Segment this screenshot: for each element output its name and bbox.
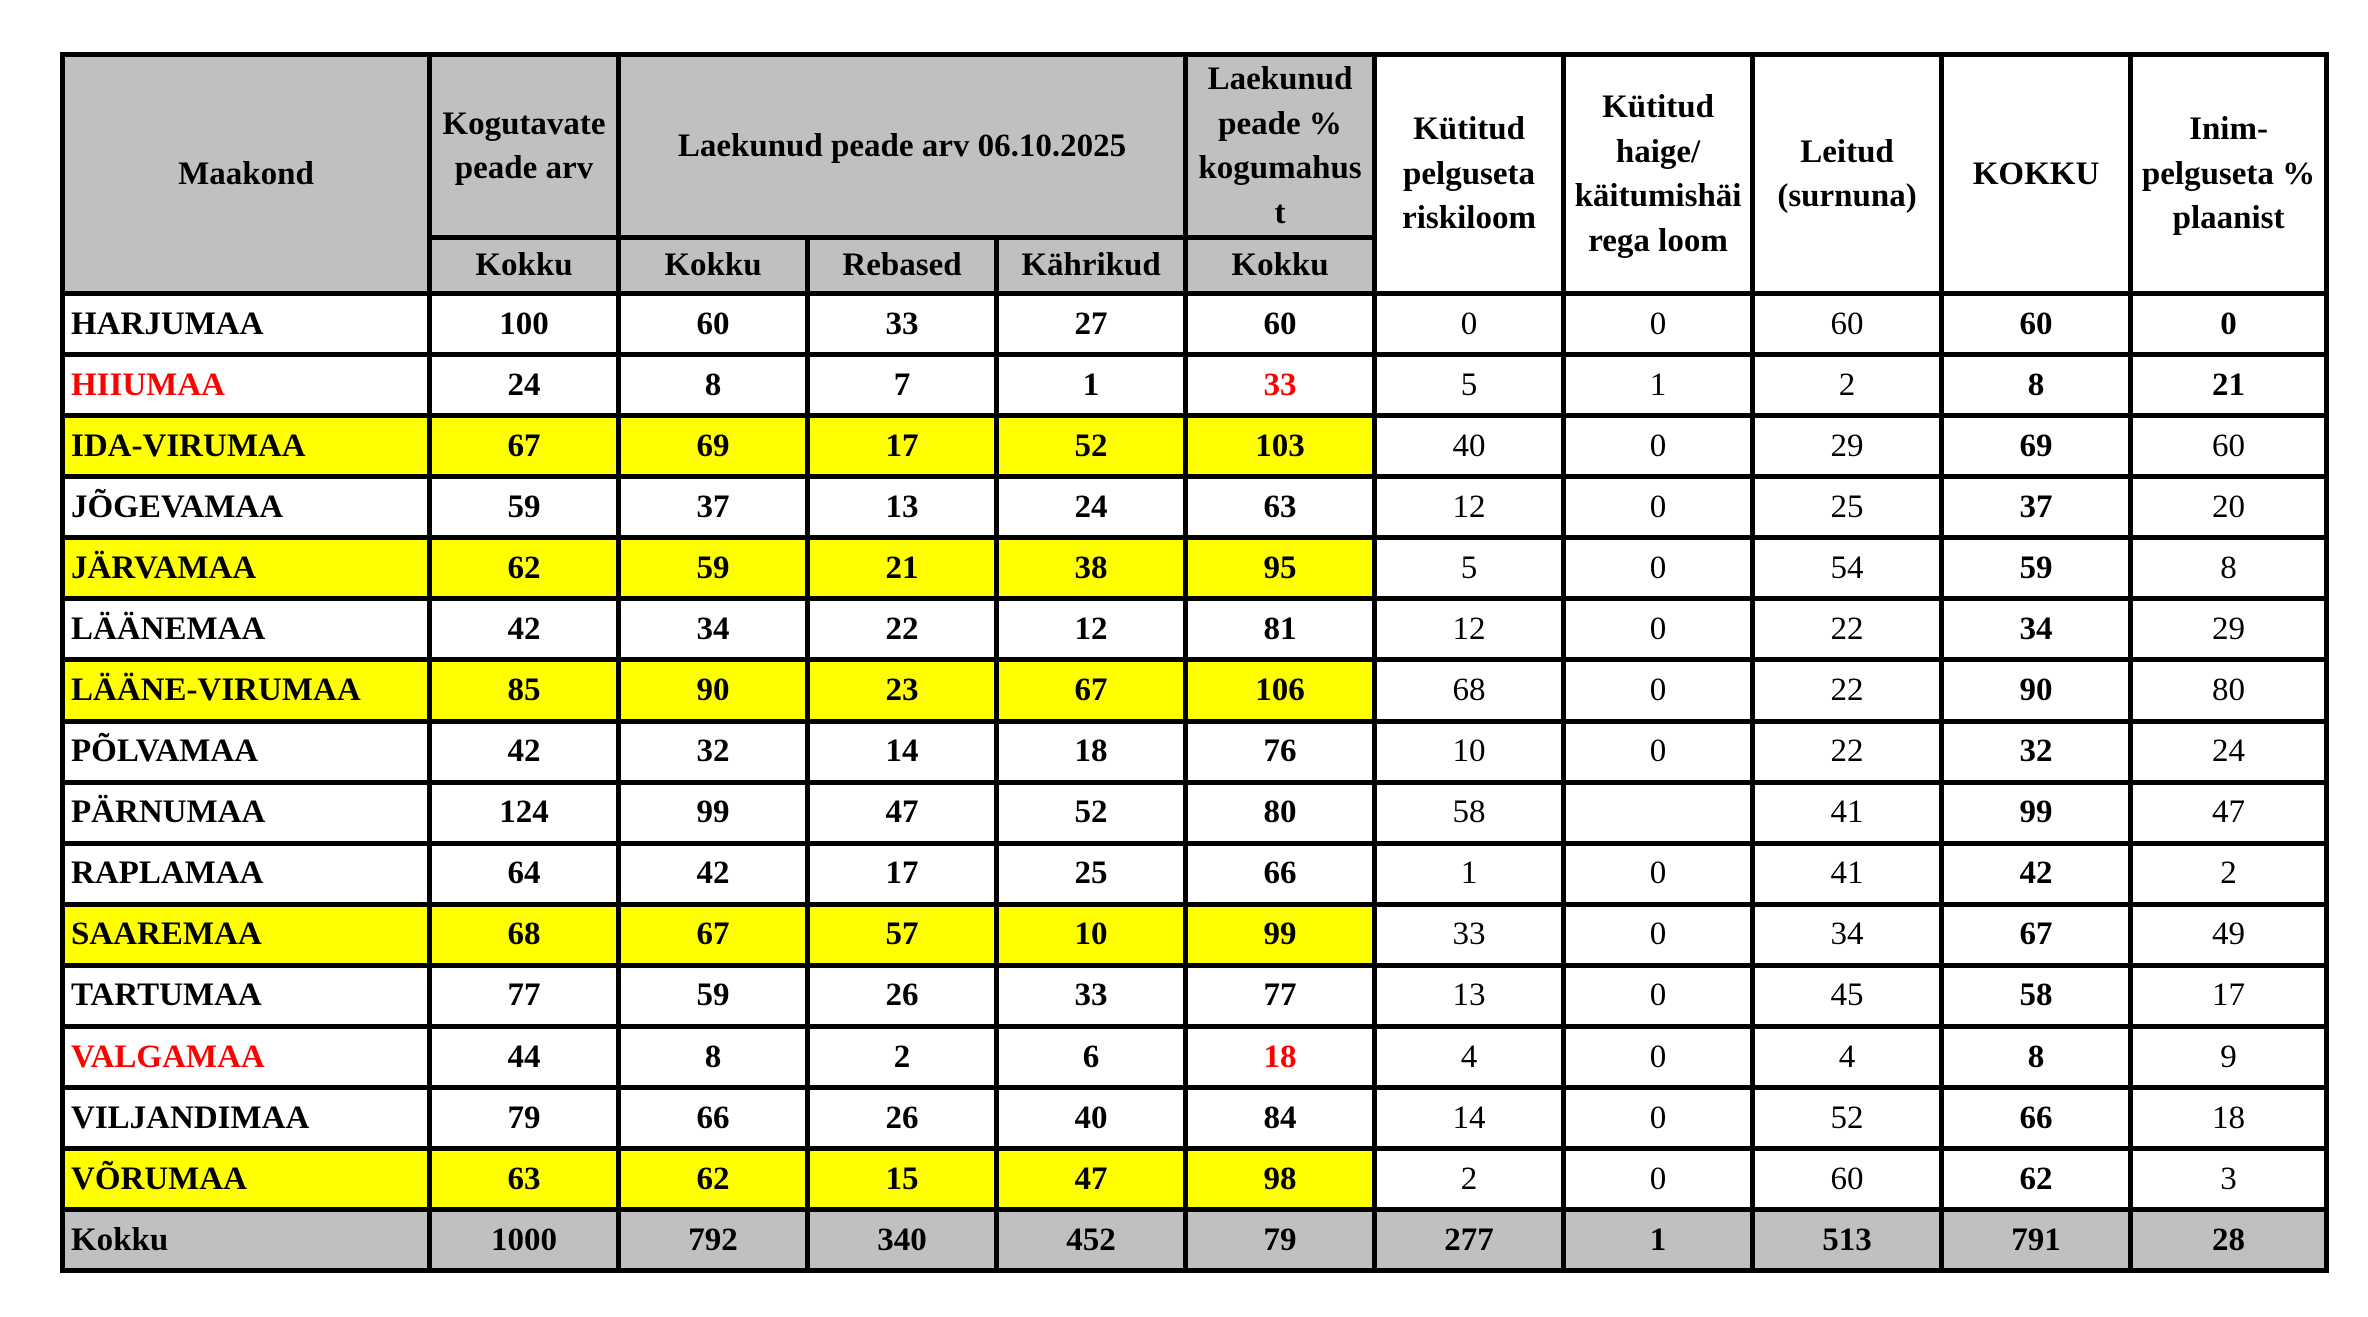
inim-cell: 17 [2131, 965, 2327, 1026]
table-row [63, 782, 2327, 843]
header-laekunud: Laekunud peade arv 06.10.2025 [619, 55, 1186, 238]
kogutavate-cell: 42 [430, 721, 619, 782]
total-kokku: 791 [1942, 1209, 2131, 1270]
inim-cell: 80 [2131, 660, 2327, 721]
inim-cell: 49 [2131, 904, 2327, 965]
kahrikud-cell: 25 [997, 843, 1186, 904]
leitud-cell: 45 [1753, 965, 1942, 1026]
table-row [63, 294, 2327, 355]
laekunud-pct-cell: 98 [1186, 1148, 1375, 1209]
county-name: JÄRVAMAA [63, 538, 430, 599]
county-name: PÄRNUMAA [63, 782, 430, 843]
county-name: LÄÄNE-VIRUMAA [63, 660, 430, 721]
kahrikud-cell: 18 [997, 721, 1186, 782]
header-kytitud-pelguseta: Kütitud pelguseta riskiloom [1375, 55, 1564, 294]
kahrikud-cell: 52 [997, 416, 1186, 477]
total-kogutavate: 1000 [430, 1209, 619, 1270]
kahrikud-cell: 12 [997, 599, 1186, 660]
kytitud-haige-cell: 0 [1564, 599, 1753, 660]
header-kokku-total: KOKKU [1942, 55, 2131, 294]
header-kogutavate: Kogutavate peade arv [430, 55, 619, 238]
laekunud-kokku-cell: 69 [619, 416, 808, 477]
laekunud-kokku-cell: 34 [619, 599, 808, 660]
kahrikud-cell: 40 [997, 1087, 1186, 1148]
header-kytitud-haige: Kütitud haige/ käitumishäi rega loom [1564, 55, 1753, 294]
kogutavate-cell: 63 [430, 1148, 619, 1209]
kytitud-pelguseta-cell: 68 [1375, 660, 1564, 721]
kokku-cell: 60 [1942, 294, 2131, 355]
kytitud-haige-cell [1564, 782, 1753, 843]
kokku-cell: 67 [1942, 904, 2131, 965]
total-pct: 79 [1186, 1209, 1375, 1270]
table-row [63, 660, 2327, 721]
header-inim: Inim-pelguseta % plaanist [2131, 55, 2327, 294]
kahrikud-cell: 38 [997, 538, 1186, 599]
laekunud-pct-cell: 76 [1186, 721, 1375, 782]
leitud-cell: 41 [1753, 843, 1942, 904]
rebased-cell: 33 [808, 294, 997, 355]
table-row [63, 721, 2327, 782]
leitud-cell: 22 [1753, 660, 1942, 721]
rebased-cell: 26 [808, 1087, 997, 1148]
county-name: PÕLVAMAA [63, 721, 430, 782]
total-label: Kokku [63, 1209, 430, 1270]
county-name: RAPLAMAA [63, 843, 430, 904]
laekunud-pct-cell: 60 [1186, 294, 1375, 355]
inim-cell: 8 [2131, 538, 2327, 599]
subheader-kogutavate-kokku: Kokku [430, 238, 619, 294]
kytitud-haige-cell: 0 [1564, 294, 1753, 355]
table-row [63, 416, 2327, 477]
county-name: IDA-VIRUMAA [63, 416, 430, 477]
rebased-cell: 17 [808, 416, 997, 477]
laekunud-kokku-cell: 66 [619, 1087, 808, 1148]
kytitud-pelguseta-cell: 12 [1375, 599, 1564, 660]
kogutavate-cell: 64 [430, 843, 619, 904]
kogutavate-cell: 77 [430, 965, 619, 1026]
total-rebased: 340 [808, 1209, 997, 1270]
leitud-cell: 22 [1753, 721, 1942, 782]
table-row [63, 904, 2327, 965]
laekunud-kokku-cell: 99 [619, 782, 808, 843]
subheader-laekunud-kokku: Kokku [619, 238, 808, 294]
kokku-cell: 69 [1942, 416, 2131, 477]
laekunud-pct-cell: 103 [1186, 416, 1375, 477]
county-name: VALGAMAA [63, 1026, 430, 1087]
kytitud-pelguseta-cell: 40 [1375, 416, 1564, 477]
kahrikud-cell: 67 [997, 660, 1186, 721]
leitud-cell: 60 [1753, 1148, 1942, 1209]
rebased-cell: 23 [808, 660, 997, 721]
kogutavate-cell: 59 [430, 477, 619, 538]
kokku-cell: 32 [1942, 721, 2131, 782]
leitud-cell: 22 [1753, 599, 1942, 660]
laekunud-pct-cell: 77 [1186, 965, 1375, 1026]
kytitud-haige-cell: 0 [1564, 1026, 1753, 1087]
kytitud-haige-cell: 0 [1564, 1148, 1753, 1209]
rebased-cell: 17 [808, 843, 997, 904]
laekunud-kokku-cell: 90 [619, 660, 808, 721]
kahrikud-cell: 52 [997, 782, 1186, 843]
kytitud-pelguseta-cell: 2 [1375, 1148, 1564, 1209]
kokku-cell: 90 [1942, 660, 2131, 721]
laekunud-pct-cell: 106 [1186, 660, 1375, 721]
county-name: VILJANDIMAA [63, 1087, 430, 1148]
table-row [63, 1026, 2327, 1087]
kytitud-haige-cell: 0 [1564, 965, 1753, 1026]
table-body [63, 294, 2327, 1271]
laekunud-pct-cell: 80 [1186, 782, 1375, 843]
kahrikud-cell: 33 [997, 965, 1186, 1026]
kahrikud-cell: 24 [997, 477, 1186, 538]
laekunud-kokku-cell: 62 [619, 1148, 808, 1209]
laekunud-pct-cell: 95 [1186, 538, 1375, 599]
kytitud-pelguseta-cell: 33 [1375, 904, 1564, 965]
total-inim: 28 [2131, 1209, 2327, 1270]
kokku-cell: 62 [1942, 1148, 2131, 1209]
table-row [63, 1087, 2327, 1148]
laekunud-pct-cell: 66 [1186, 843, 1375, 904]
leitud-cell: 34 [1753, 904, 1942, 965]
kytitud-pelguseta-cell: 13 [1375, 965, 1564, 1026]
kytitud-haige-cell: 0 [1564, 416, 1753, 477]
kogutavate-cell: 100 [430, 294, 619, 355]
rebased-cell: 57 [808, 904, 997, 965]
leitud-cell: 29 [1753, 416, 1942, 477]
inim-cell: 60 [2131, 416, 2327, 477]
table-row [63, 538, 2327, 599]
kytitud-pelguseta-cell: 1 [1375, 843, 1564, 904]
laekunud-pct-cell: 18 [1186, 1026, 1375, 1087]
kytitud-pelguseta-cell: 14 [1375, 1087, 1564, 1148]
inim-cell: 24 [2131, 721, 2327, 782]
rebased-cell: 21 [808, 538, 997, 599]
rebased-cell: 47 [808, 782, 997, 843]
kytitud-pelguseta-cell: 4 [1375, 1026, 1564, 1087]
subheader-pct-kokku: Kokku [1186, 238, 1375, 294]
subheader-kahrikud: Kährikud [997, 238, 1186, 294]
kytitud-haige-cell: 0 [1564, 904, 1753, 965]
kogutavate-cell: 124 [430, 782, 619, 843]
kokku-cell: 42 [1942, 843, 2131, 904]
table-row [63, 477, 2327, 538]
county-name: HARJUMAA [63, 294, 430, 355]
header-laekunud-pct: Laekunud peade % kogumahus t [1186, 55, 1375, 238]
kahrikud-cell: 6 [997, 1026, 1186, 1087]
inim-cell: 29 [2131, 599, 2327, 660]
inim-cell: 2 [2131, 843, 2327, 904]
total-laekunud: 792 [619, 1209, 808, 1270]
table-row [63, 1148, 2327, 1209]
kytitud-haige-cell: 0 [1564, 1087, 1753, 1148]
leitud-cell: 2 [1753, 355, 1942, 416]
rebased-cell: 15 [808, 1148, 997, 1209]
inim-cell: 21 [2131, 355, 2327, 416]
total-kahrikud: 452 [997, 1209, 1186, 1270]
table-row [63, 965, 2327, 1026]
rebased-cell: 22 [808, 599, 997, 660]
kokku-cell: 8 [1942, 355, 2131, 416]
leitud-cell: 52 [1753, 1087, 1942, 1148]
rebased-cell: 2 [808, 1026, 997, 1087]
laekunud-kokku-cell: 59 [619, 538, 808, 599]
kytitud-pelguseta-cell: 5 [1375, 538, 1564, 599]
laekunud-kokku-cell: 67 [619, 904, 808, 965]
laekunud-kokku-cell: 60 [619, 294, 808, 355]
leitud-cell: 4 [1753, 1026, 1942, 1087]
kokku-cell: 66 [1942, 1087, 2131, 1148]
table-row [63, 843, 2327, 904]
header-leitud: Leitud (surnuna) [1753, 55, 1942, 294]
laekunud-kokku-cell: 42 [619, 843, 808, 904]
inim-cell: 0 [2131, 294, 2327, 355]
laekunud-kokku-cell: 37 [619, 477, 808, 538]
kytitud-pelguseta-cell: 0 [1375, 294, 1564, 355]
kytitud-haige-cell: 0 [1564, 477, 1753, 538]
inim-cell: 9 [2131, 1026, 2327, 1087]
rebased-cell: 26 [808, 965, 997, 1026]
county-name: JÕGEVAMAA [63, 477, 430, 538]
laekunud-pct-cell: 99 [1186, 904, 1375, 965]
county-name: TARTUMAA [63, 965, 430, 1026]
county-summary-table [60, 52, 2329, 1273]
kokku-cell: 58 [1942, 965, 2131, 1026]
kahrikud-cell: 10 [997, 904, 1186, 965]
kytitud-pelguseta-cell: 58 [1375, 782, 1564, 843]
kogutavate-cell: 42 [430, 599, 619, 660]
total-kytitud-pelguseta: 277 [1375, 1209, 1564, 1270]
table-row [63, 355, 2327, 416]
kogutavate-cell: 79 [430, 1087, 619, 1148]
kokku-cell: 34 [1942, 599, 2131, 660]
county-name: SAAREMAA [63, 904, 430, 965]
kytitud-haige-cell: 0 [1564, 843, 1753, 904]
kytitud-haige-cell: 0 [1564, 721, 1753, 782]
kytitud-haige-cell: 0 [1564, 660, 1753, 721]
kahrikud-cell: 1 [997, 355, 1186, 416]
rebased-cell: 13 [808, 477, 997, 538]
kahrikud-cell: 27 [997, 294, 1186, 355]
total-row [63, 1209, 2327, 1270]
header-maakond: Maakond [63, 55, 430, 294]
leitud-cell: 54 [1753, 538, 1942, 599]
county-name: HIIUMAA [63, 355, 430, 416]
kytitud-pelguseta-cell: 10 [1375, 721, 1564, 782]
inim-cell: 47 [2131, 782, 2327, 843]
subheader-rebased: Rebased [808, 238, 997, 294]
total-kytitud-haige: 1 [1564, 1209, 1753, 1270]
kogutavate-cell: 85 [430, 660, 619, 721]
leitud-cell: 41 [1753, 782, 1942, 843]
rebased-cell: 14 [808, 721, 997, 782]
laekunud-kokku-cell: 32 [619, 721, 808, 782]
laekunud-pct-cell: 33 [1186, 355, 1375, 416]
kytitud-haige-cell: 0 [1564, 538, 1753, 599]
table-row [63, 599, 2327, 660]
kogutavate-cell: 67 [430, 416, 619, 477]
kogutavate-cell: 44 [430, 1026, 619, 1087]
kokku-cell: 37 [1942, 477, 2131, 538]
kytitud-haige-cell: 1 [1564, 355, 1753, 416]
inim-cell: 20 [2131, 477, 2327, 538]
laekunud-kokku-cell: 8 [619, 355, 808, 416]
kogutavate-cell: 68 [430, 904, 619, 965]
laekunud-kokku-cell: 8 [619, 1026, 808, 1087]
inim-cell: 3 [2131, 1148, 2327, 1209]
county-name: VÕRUMAA [63, 1148, 430, 1209]
kahrikud-cell: 47 [997, 1148, 1186, 1209]
laekunud-pct-cell: 84 [1186, 1087, 1375, 1148]
total-leitud: 513 [1753, 1209, 1942, 1270]
laekunud-pct-cell: 81 [1186, 599, 1375, 660]
kogutavate-cell: 24 [430, 355, 619, 416]
kytitud-pelguseta-cell: 5 [1375, 355, 1564, 416]
kokku-cell: 8 [1942, 1026, 2131, 1087]
laekunud-pct-cell: 63 [1186, 477, 1375, 538]
kokku-cell: 99 [1942, 782, 2131, 843]
kytitud-pelguseta-cell: 12 [1375, 477, 1564, 538]
inim-cell: 18 [2131, 1087, 2327, 1148]
kogutavate-cell: 62 [430, 538, 619, 599]
leitud-cell: 60 [1753, 294, 1942, 355]
kokku-cell: 59 [1942, 538, 2131, 599]
county-name: LÄÄNEMAA [63, 599, 430, 660]
laekunud-kokku-cell: 59 [619, 965, 808, 1026]
leitud-cell: 25 [1753, 477, 1942, 538]
rebased-cell: 7 [808, 355, 997, 416]
